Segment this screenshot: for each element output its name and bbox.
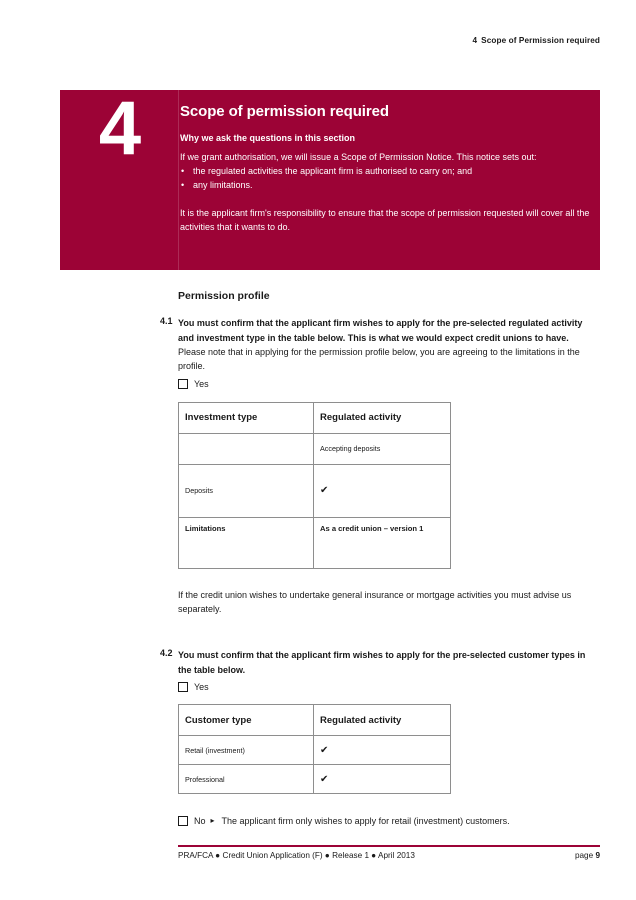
- checkbox-yes-4-2-label: Yes: [194, 682, 209, 693]
- table1-r3-c1: Limitations: [179, 517, 314, 568]
- question-4-2-no-option[interactable]: [178, 816, 600, 826]
- table-row: [179, 517, 451, 568]
- running-header: [473, 36, 600, 45]
- table1-r1-c2: Accepting deposits: [314, 433, 451, 464]
- checkbox-no-4-2-label: No: [194, 816, 206, 827]
- question-4-1-yes-option[interactable]: [178, 379, 600, 389]
- banner-body: [180, 103, 592, 234]
- table1-r2-checkmark-icon: ✔: [314, 464, 451, 517]
- banner-section-number: [60, 86, 178, 270]
- footer-left-text: PRA/FCA ● Credit Union Application (F) ● Release 1 ● April 2013: [178, 851, 415, 860]
- running-header-title: Scope of Permission required: [481, 36, 600, 45]
- footer-page-label: page: [574, 851, 594, 860]
- question-4-1: [160, 316, 600, 389]
- banner-intro: If we grant authorisation, we will issue a Scope of Permission Notice. This notice sets out:: [180, 152, 537, 162]
- table1-r3-c2: As a credit union – version 1: [314, 517, 451, 568]
- table-row: [179, 464, 451, 517]
- table2-r1-c1: Retail (investment): [179, 736, 314, 765]
- table1-header-regulated-activity: Regulated activity: [314, 402, 451, 433]
- table1-r2-c1: Deposits: [179, 464, 314, 517]
- table2-r1-checkmark-icon: ✔: [314, 736, 451, 765]
- customer-type-table: [178, 704, 451, 794]
- checkbox-no-4-2-description: The applicant firm only wishes to apply for retail (investment) customers.: [221, 816, 510, 827]
- question-4-1-note: Please note that in applying for the permission profile below, you are agreeing to the limitations in the profile.: [178, 347, 580, 372]
- checkbox-yes-4-1[interactable]: [178, 379, 188, 389]
- checkbox-yes-4-1-label: Yes: [194, 378, 209, 389]
- table-row: [179, 433, 451, 464]
- question-4-2: [160, 648, 600, 692]
- checkbox-no-4-2[interactable]: [178, 816, 188, 826]
- banner-divider: [178, 90, 179, 270]
- banner-subtitle: Why we ask the questions in this section: [180, 133, 356, 143]
- footer-rule: [178, 845, 600, 847]
- banner-title: Scope of permission required: [180, 103, 389, 120]
- question-4-1-number: 4.1: [160, 316, 173, 326]
- table-row: [179, 736, 451, 765]
- banner-number-glyph: 4: [98, 86, 140, 171]
- page-footer: [178, 851, 600, 860]
- banner-bullet-item: • any limitations.: [180, 178, 592, 192]
- table2-r2-c1: Professional: [179, 765, 314, 794]
- banner-closing: It is the applicant firm's responsibility to ensure that the scope of permission requested will cover all the activities that it wants to do.: [180, 207, 590, 232]
- question-4-1-text: You must confirm that the applicant firm wishes to apply for the pre-selected regulated activity and investment type in the table below. This is what we would expect credit unions to have.: [178, 318, 583, 343]
- page-title: Permission profile: [178, 290, 270, 302]
- table2-r2-checkmark-icon: ✔: [314, 765, 451, 794]
- table1-r1-c1: [179, 433, 314, 464]
- footer-page-number: [575, 851, 600, 860]
- running-header-number: 4: [472, 36, 478, 45]
- section-banner: [60, 86, 600, 270]
- table-row: [179, 402, 451, 433]
- investment-type-table: [178, 402, 451, 569]
- banner-bullet-item: • the regulated activities the applicant firm is authorised to carry on; and: [180, 164, 592, 178]
- table-row: [179, 705, 451, 736]
- question-4-2-text: You must confirm that the applicant firm wishes to apply for the pre-selected customer types in the table below.: [178, 650, 586, 675]
- footer-page-value: 9: [595, 851, 600, 860]
- banner-bullet-list: [180, 164, 592, 192]
- checkbox-yes-4-2[interactable]: [178, 682, 188, 692]
- main-content: [60, 290, 600, 826]
- arrow-right-icon: ▸: [210, 816, 215, 826]
- question-4-2-number: 4.2: [160, 648, 173, 658]
- table2-header-customer-type: Customer type: [179, 705, 314, 736]
- table2-header-regulated-activity: Regulated activity: [314, 705, 451, 736]
- table-row: [179, 765, 451, 794]
- question-4-2-yes-option[interactable]: [178, 682, 600, 692]
- table1-header-investment-type: Investment type: [179, 402, 314, 433]
- note-after-table1: If the credit union wishes to undertake general insurance or mortgage activities you must advise us separately.: [178, 589, 572, 614]
